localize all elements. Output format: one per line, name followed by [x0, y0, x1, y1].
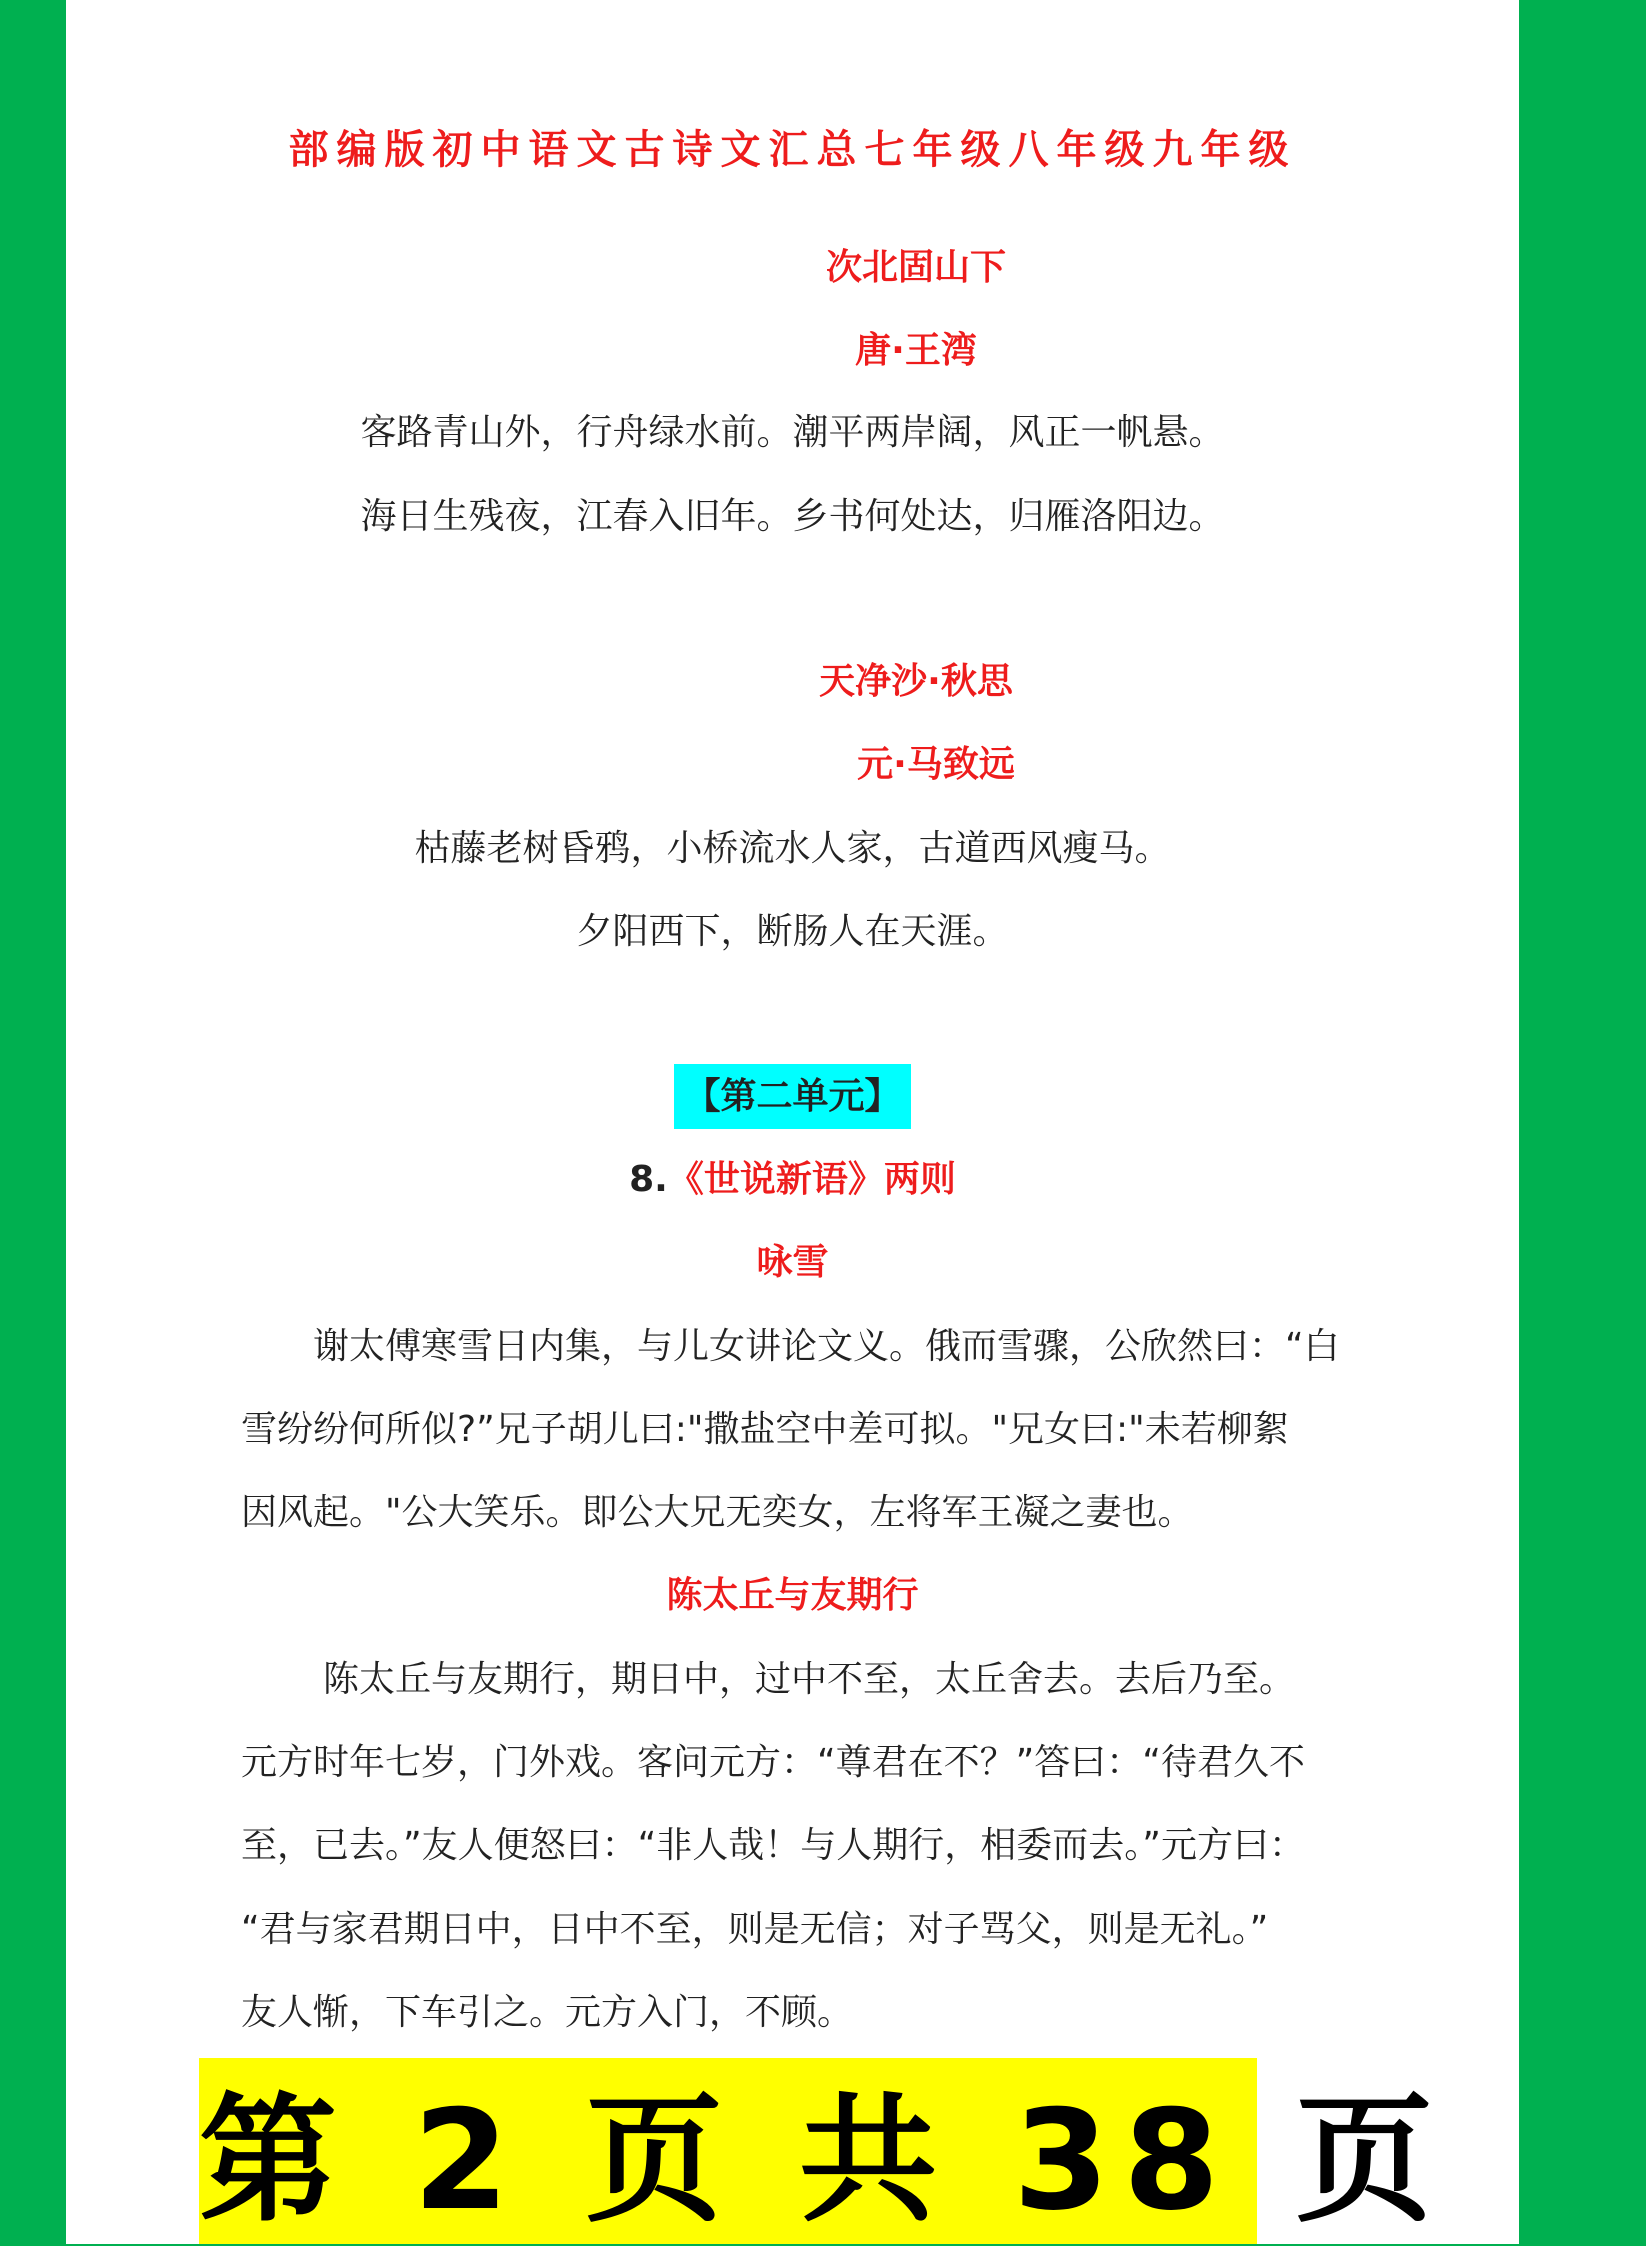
story1-line-1: 谢太傅寒雪日内集，与儿女讲论文义。俄而雪骤，公欣然曰：“白: [241, 1326, 1340, 1367]
page-counter-banner: [199, 2058, 1448, 2244]
story1-line-2: 雪纷纷何所似?”兄子胡儿曰:"撒盐空中差可拟。"兄女曰:"未若柳絮: [241, 1409, 1289, 1450]
story2-line-4: “君与家君期日中，日中不至，则是无信；对子骂父，则是无礼。”: [241, 1909, 1269, 1950]
lesson-number: 8.: [629, 1159, 668, 1200]
story1-title: 咏雪: [756, 1242, 829, 1283]
story2-line-5: 友人惭，下车引之。元方入门，不顾。: [241, 1992, 854, 2033]
poem1-title: 次北固山下: [825, 247, 1006, 288]
story2-title: 陈太丘与友期行: [666, 1575, 919, 1616]
poem1-author: 唐·王湾: [855, 330, 977, 371]
story2-line-3: 至，已去。”友人便怒曰：“非人哉！与人期行，相委而去。”元方曰：: [241, 1825, 1305, 1866]
poem2-line-1: 枯藤老树昏鸦，小桥流水人家，古道西风瘦马。: [414, 828, 1171, 869]
poem2-line-2: 夕阳西下，断肠人在天涯。: [576, 911, 1009, 952]
story2-line-2: 元方时年七岁，门外戏。客问元方：“尊君在不？”答曰：“待君久不: [241, 1742, 1305, 1783]
page-counter: 第 2 页 共 38 页: [199, 2080, 1448, 2241]
poem1-line-2: 海日生残夜，江春入旧年。乡书何处达，归雁洛阳边。: [360, 496, 1225, 537]
document-title: 部编版初中语文古诗文汇总七年级八年级九年级: [288, 127, 1297, 173]
unit-heading: 【第二单元】: [674, 1064, 910, 1129]
lesson-title: 《世说新语》两则: [667, 1159, 956, 1200]
unit-heading-row: [66, 1072, 1519, 1122]
story1-line-3: 因风起。"公大笑乐。即公大兄无奕女，左将军王凝之妻也。: [241, 1492, 1194, 1533]
story2-line-1: 陈太丘与友期行，期日中，过中不至，太丘舍去。去后乃至。: [251, 1659, 1296, 1700]
lesson-heading: [66, 1155, 1519, 1205]
poem2-title: 天净沙·秋思: [819, 661, 1013, 702]
document-page: [66, 0, 1519, 2244]
poem2-author: 元·马致远: [857, 744, 1015, 785]
poem1-line-1: 客路青山外，行舟绿水前。潮平两岸阔，风正一帆悬。: [360, 412, 1225, 453]
